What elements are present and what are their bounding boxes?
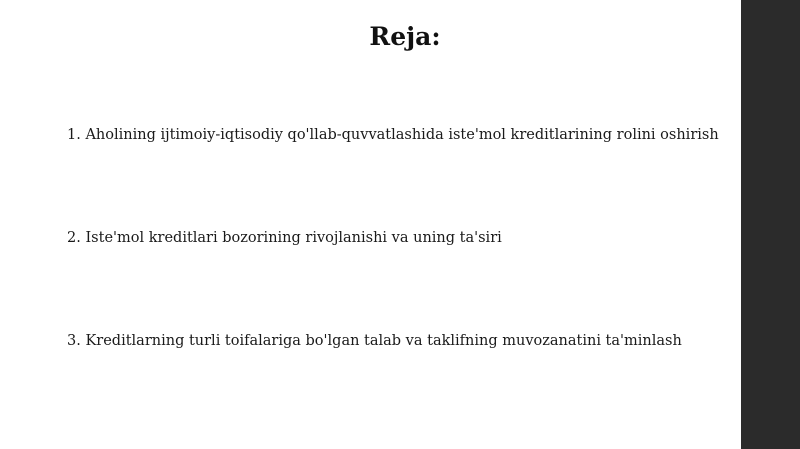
side-panel [741,0,800,449]
plan-item-3: 3. Kreditlarning turli toifalariga bo'lgan talab va taklifning muvozanatini ta'minlash [67,333,682,349]
plan-item-1: 1. Aholining ijtimoiy-iqtisodiy qo'llab-quvvatlashida iste'mol kreditlarining rolini oshirish [67,127,719,143]
slide-title: Reja: [369,22,441,51]
plan-item-2: 2. Iste'mol kreditlari bozorining rivojlanishi va uning ta'siri [67,230,502,246]
